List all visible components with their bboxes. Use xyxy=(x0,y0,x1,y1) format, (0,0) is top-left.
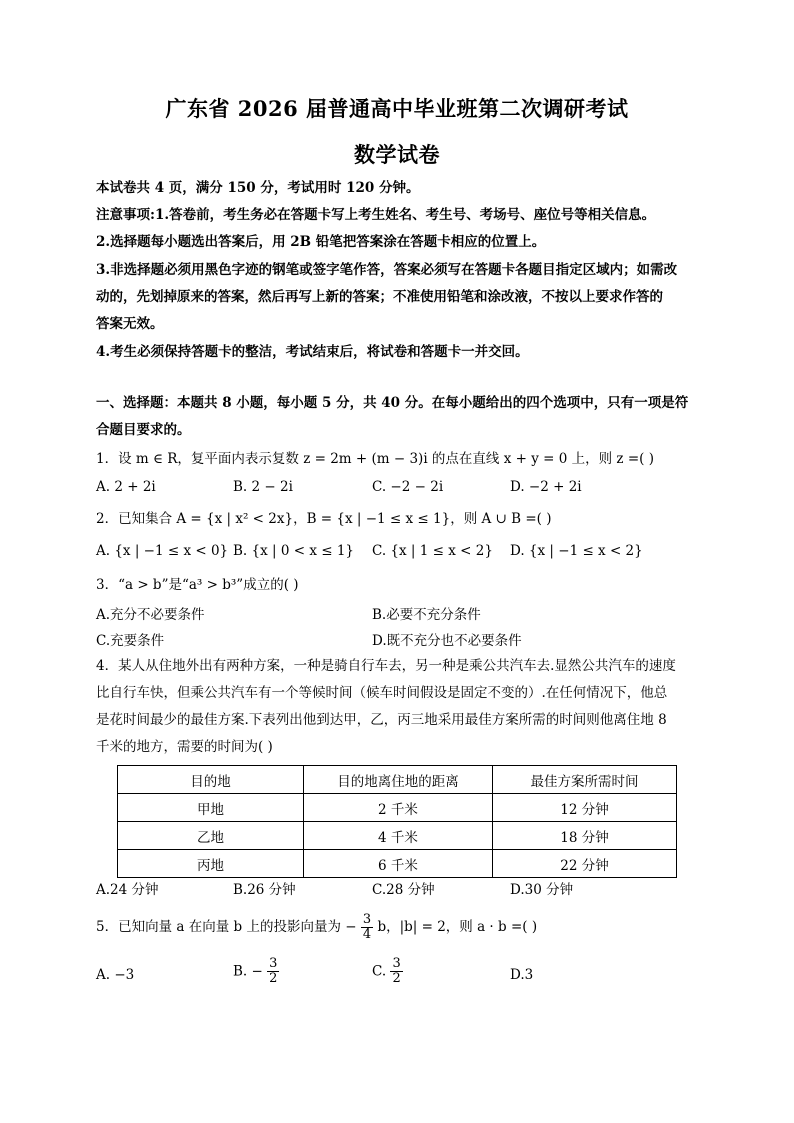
table-cell: 甲地 xyxy=(118,794,304,822)
q4-option-d: D.30 分钟 xyxy=(510,882,574,898)
q5-stem-part-b: b，|b| = 2，则 a · b =( ) xyxy=(377,919,538,935)
q4-stem-line-3: 是花时间最少的最佳方案.下表列出他到达甲，乙，丙三地采用最佳方案所需的时间则他离住地 8 xyxy=(96,712,667,728)
q4-option-a: A.24 分钟 xyxy=(96,882,159,898)
table-cell: 6 千米 xyxy=(304,850,493,878)
table-header-cell: 目的地 xyxy=(118,766,304,794)
q5-option-d: D.3 xyxy=(510,967,534,983)
q3-option-c: C.充要条件 xyxy=(96,633,165,649)
q5-option-c-prefix: C. xyxy=(372,963,387,980)
table-header-cell: 最佳方案所需时间 xyxy=(493,766,677,794)
q5-option-b-fraction xyxy=(267,957,279,986)
table-cell: 4 千米 xyxy=(304,822,493,850)
q4-stem-line-1: 4．某人从住地外出有两种方案，一种是骑自行车去，另一种是乘公共汽车去.显然公共汽车的速度 xyxy=(96,658,676,674)
q5-option-b-numerator: 3 xyxy=(269,956,278,971)
q4-stem-line-2: 比自行车快，但乘公共汽车有一个等候时间（候车时间假设是固定不变的）.在任何情况下，他总 xyxy=(96,685,668,701)
q5-option-c-fraction xyxy=(390,957,402,986)
table-cell: 22 分钟 xyxy=(493,850,677,878)
q5-option-a: A. −3 xyxy=(96,967,135,983)
note-line-2: 注意事项:1.答卷前，考生务必在答题卡写上考生姓名、考生号、考场号、座位号等相关信息。 xyxy=(96,207,656,223)
q5-fraction xyxy=(361,913,373,942)
q4-option-c: C.28 分钟 xyxy=(372,882,435,898)
note-line-3: 2.选择题每小题选出答案后，用 2B 铅笔把答案涂在答题卡相应的位置上。 xyxy=(96,234,546,250)
exam-title: 广东省 2026 届普通高中毕业班第二次调研考试 xyxy=(165,96,629,121)
q5-option-b-prefix: B. − xyxy=(233,963,263,980)
q5-fraction-denominator: 4 xyxy=(362,927,372,942)
note-line-5: 4.考生必须保持答题卡的整洁，考试结束后，将试卷和答题卡一并交回。 xyxy=(96,344,529,360)
q1-option-d: D. −2 + 2i xyxy=(510,479,582,495)
table-cell: 2 千米 xyxy=(304,794,493,822)
q2-stem: 2．已知集合 A = {x | x² < 2x}，B = {x | −1 ≤ x ≤ 1}，则 A ∪ B =( ) xyxy=(96,511,552,527)
q5-stem xyxy=(96,910,706,944)
q5-fraction-numerator: 3 xyxy=(362,912,372,927)
q1-option-b: B. 2 − 2i xyxy=(233,479,293,495)
table-header-cell: 目的地离住地的距离 xyxy=(304,766,493,794)
table-cell: 乙地 xyxy=(118,822,304,850)
table-row xyxy=(118,794,677,822)
q2-option-c: C. {x | 1 ≤ x < 2} xyxy=(372,543,493,559)
q5-option-c-numerator: 3 xyxy=(392,956,401,971)
q4-stem-line-4: 千米的地方，需要的时间为( ) xyxy=(96,739,273,755)
table-cell: 18 分钟 xyxy=(493,822,677,850)
q1-stem: 1．设 m ∈ R，复平面内表示复数 z = 2m + (m − 3)i 的点在直线 x + y = 0 上，则 z =( ) xyxy=(96,451,654,467)
q3-stem: 3．“a > b”是“a³ > b³”成立的( ) xyxy=(96,577,299,593)
table-header-row xyxy=(118,766,677,794)
q3-option-d: D.既不充分也不必要条件 xyxy=(372,633,522,649)
note-line-4c: 答案无效。 xyxy=(96,316,164,332)
table-row xyxy=(118,850,677,878)
q3-option-a: A.充分不必要条件 xyxy=(96,607,205,623)
q1-option-a: A. 2 + 2i xyxy=(96,479,156,495)
q4-option-b: B.26 分钟 xyxy=(233,882,296,898)
q5-stem-part-a: 5．已知向量 a 在向量 b 上的投影向量为 − xyxy=(96,919,357,935)
q5-option-b xyxy=(233,957,279,986)
table-row xyxy=(118,822,677,850)
table-cell: 12 分钟 xyxy=(493,794,677,822)
q5-option-c-denominator: 2 xyxy=(392,971,401,986)
q2-option-d: D. {x | −1 ≤ x < 2} xyxy=(510,543,643,559)
q3-option-b: B.必要不充分条件 xyxy=(372,607,481,623)
section-heading-2: 合题目要求的。 xyxy=(96,422,191,438)
q4-table xyxy=(117,765,677,878)
q2-option-a: A. {x | −1 ≤ x < 0} xyxy=(96,543,229,559)
q5-option-c xyxy=(372,957,403,986)
note-line-4b: 动的，先划掉原来的答案，然后再写上新的答案；不准使用铅笔和涂改液，不按以上要求作答的 xyxy=(96,289,663,305)
note-line-4a: 3.非选择题必须用黑色字迹的钢笔或签字笔作答，答案必须写在答题卡各题目指定区域内；如需改 xyxy=(96,262,678,278)
note-line-1: 本试卷共 4 页，满分 150 分，考试用时 120 分钟。 xyxy=(96,180,420,196)
table-cell: 丙地 xyxy=(118,850,304,878)
q2-option-b: B. {x | 0 < x ≤ 1} xyxy=(233,543,355,559)
q1-option-c: C. −2 − 2i xyxy=(372,479,444,495)
exam-subtitle: 数学试卷 xyxy=(354,142,440,167)
q5-option-b-denominator: 2 xyxy=(269,971,278,986)
section-heading-1: 一、选择题：本题共 8 小题，每小题 5 分，共 40 分。在每小题给出的四个选项中，只有一项是符 xyxy=(96,395,689,411)
